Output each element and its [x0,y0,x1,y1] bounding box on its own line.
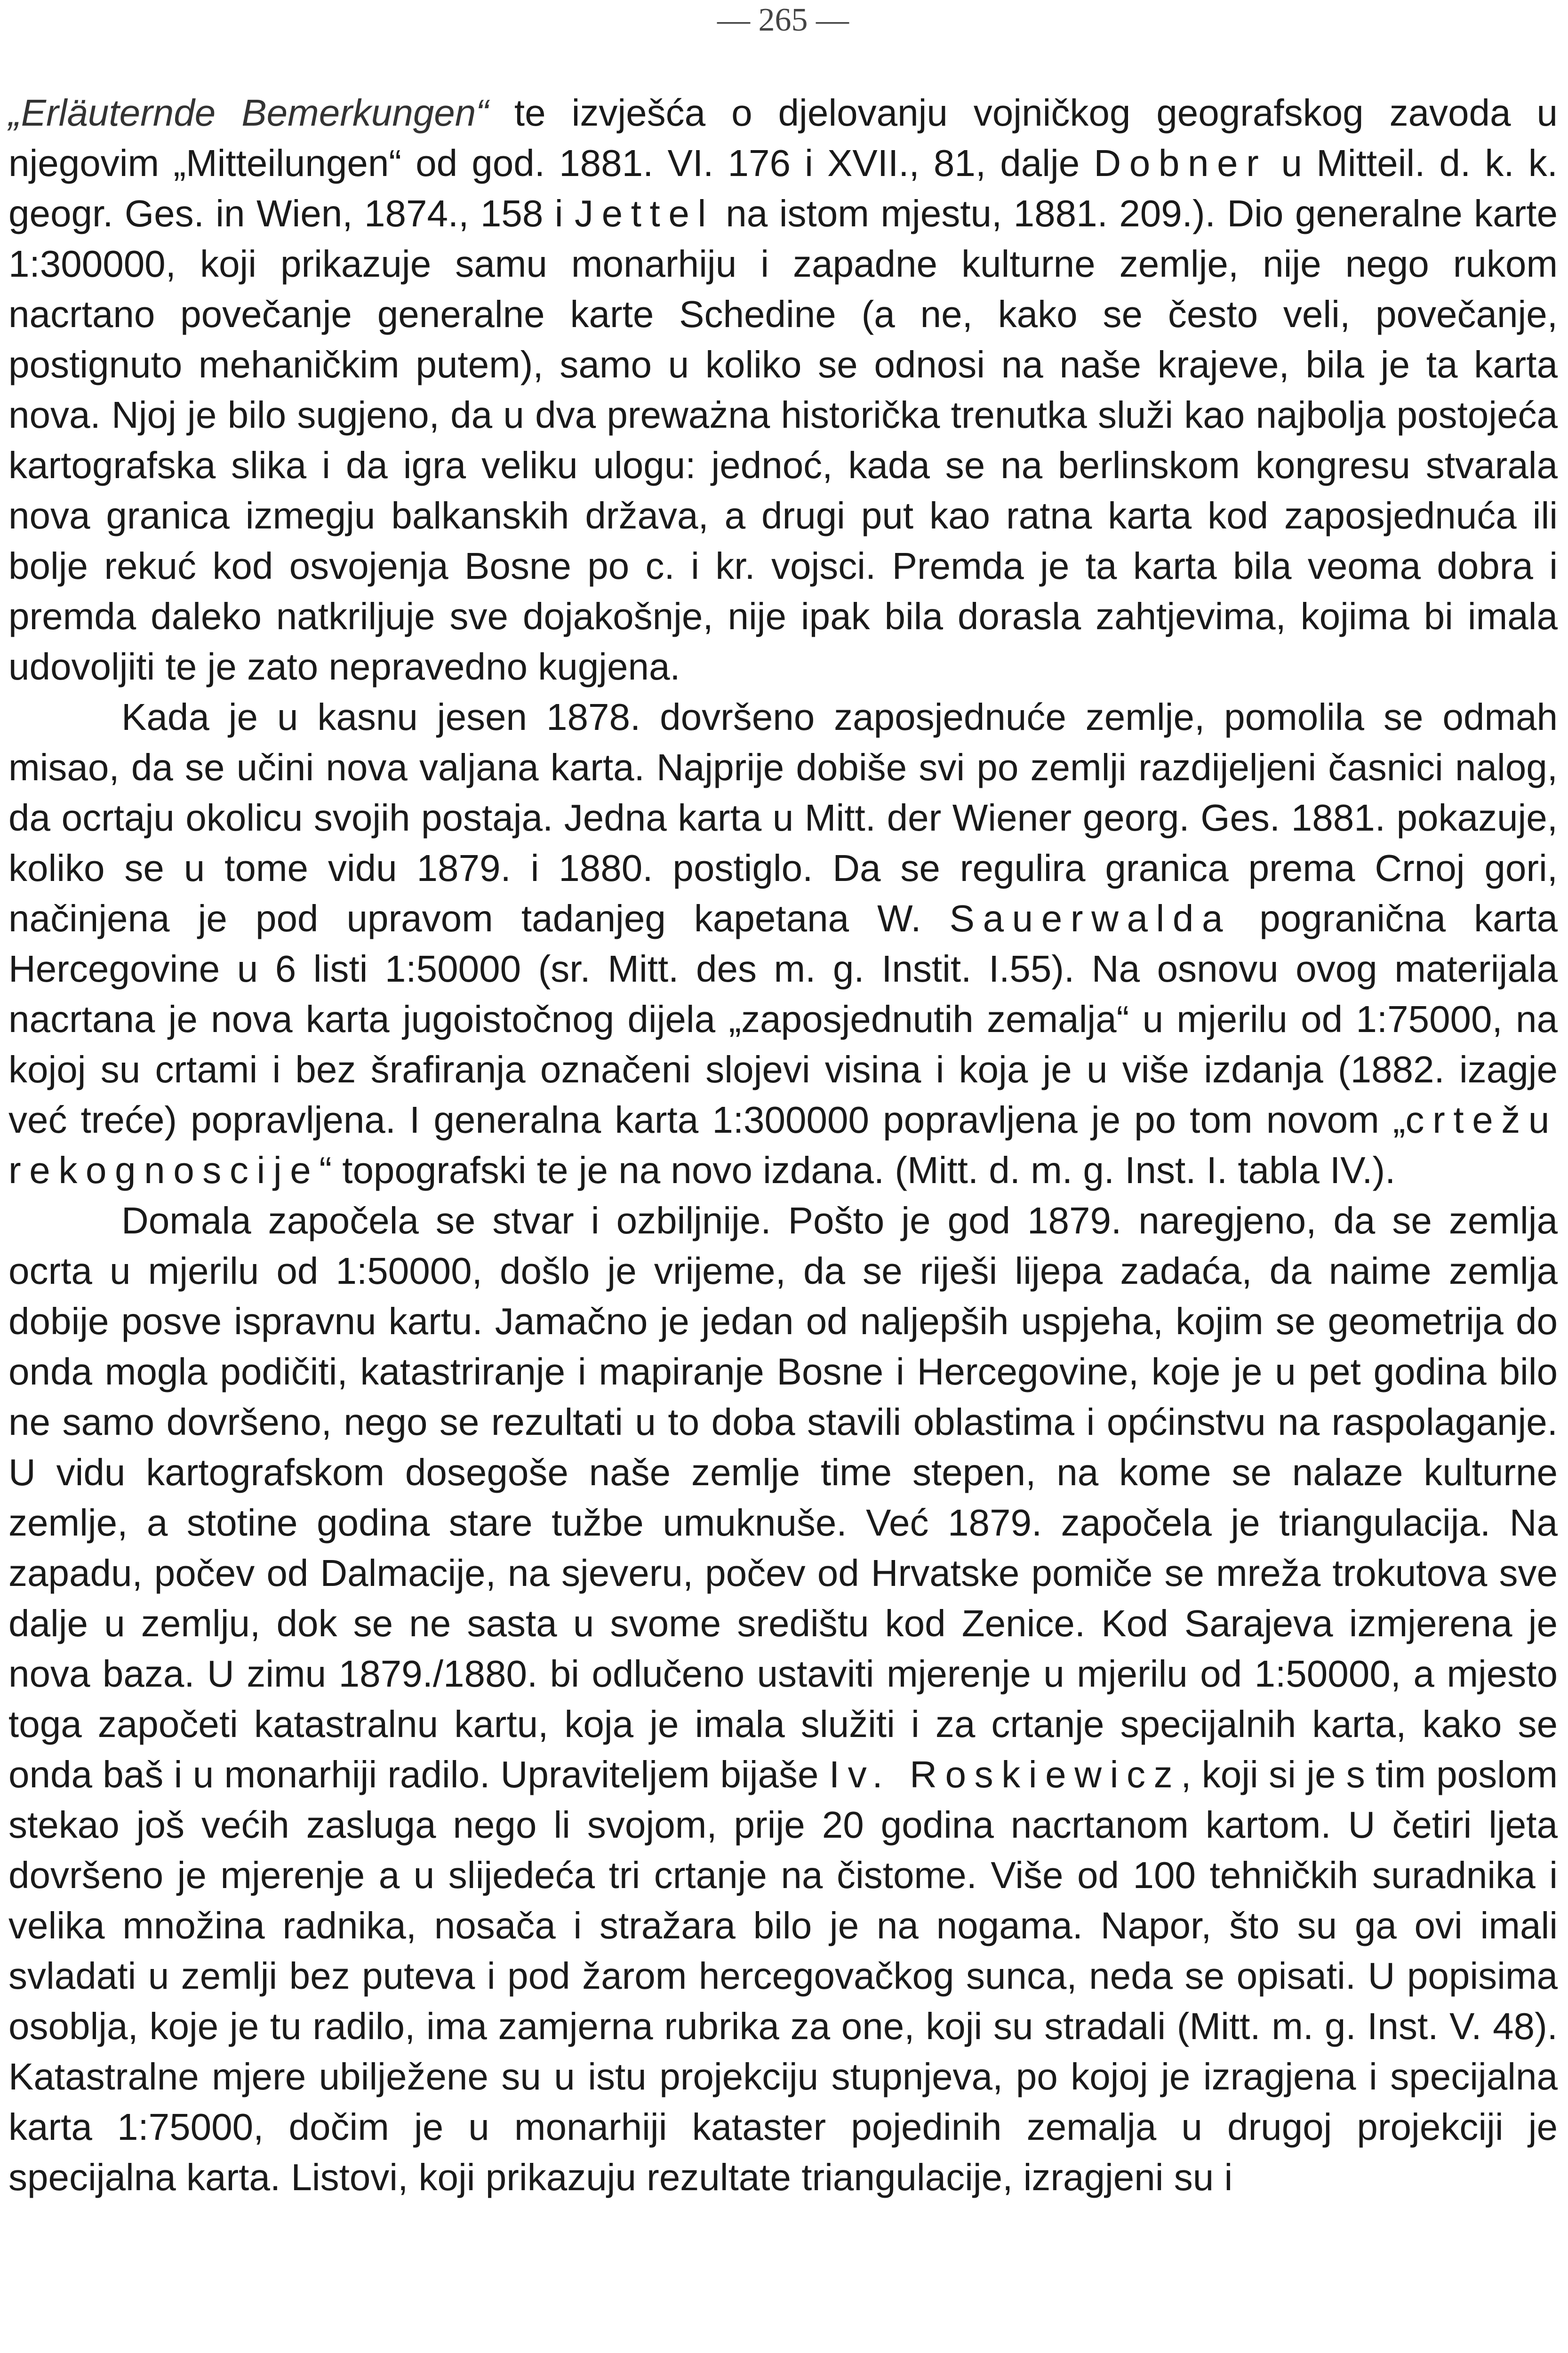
text-run: Kada je u kasnu jesen 1878. dovršeno zaposjednuće zemlje, pomolila se odmah misao, da se učini nova valjana karta. Najprije dobiše svi po zemlji razdijeljeni časnici nalog, da ocrtaju okolicu svojih postaja. Jedna karta u Mitt. der Wiener georg. Ges. 1881. pokazuje, koliko se u tome vidu 1879. i 1880. postiglo. Da se regulira granica prema Crnoj gori, načinjena je pod upravom tadanjeg kapetana W. [8,696,1558,939]
paragraph [8,1195,1558,2202]
text-run: Domala započela se stvar i ozbiljnije. Pošto je god 1879. naregjeno, da se zemlja ocrta u mjerilu od 1:50000, došlo je vrijeme, da se riješi lijepa zadaća, da naime zemlja dobije posve ispravnu kartu. Jamačno je jedan od naljepših uspjeha, kojim se geometrija do onda mogla podičiti, katastriranje i mapiranje Bosne i Hercegovine, koje je u pet godina bilo ne samo dovršeno, nego se rezultati u to doba stavili oblastima i općinstvu na raspolaganje. U vidu kartografskom dosegoše naše zemlje time stepen, na kome se nalaze kulturne zemlje, a stotine godina stare tužbe umuknuše. Već 1879. započela je triangulacija. Na zapadu, počev od Dalmacije, na sjeveru, počev od Hrvatske pomiče se mreža trokutova sve dalje u zemlju, dok se ne sasta u svome središtu kod Zenice. Kod Sarajeva izmjerena je nova baza. U zimu 1879./1880. bi odlučeno ustaviti mjerenje u mjerilu od 1:50000, a mjesto toga započeti katastralnu kartu, koja je imala služiti i za crtanje specijalnih karta, kako se onda baš i u monarhiji radilo. Upraviteljem bijaše [8,1200,1558,1795]
text-run: na istom mjestu, 1881. 209.). Dio generalne karte 1:300000, koji prikazuje samu monarhiju i zapadne kulturne zemlje, nije nego rukom nacrtano povečanje generalne karte Schedine (a ne, kako se često veli, povečanje, postignuto mehaničkim putem), samo u koliko se odnosi na naše krajeve, bila je ta karta nova. Njoj je bilo sugjeno, da u dva preważna historička trenutka služi kao najbolja postojeća kartografska slika i da igra veliku ulogu: jednoć, kada se na berlinskom kongresu stvarala nova granica izmegju balkanskih država, a drugi put kao ratna karta kod zaposjednuća ili bolje rekuć kod osvojenja Bosne po c. i kr. vojsci. Premda je ta karta bila veoma dobra i premda daleko natkriljuje sve dojakošnje, nije ipak bila dorasla zahtjevima, kojima bi imala udovoljiti te je zato nepravedno kugjena. [8,192,1558,688]
paragraph [8,88,1558,692]
document-page [8,0,1558,2353]
text-run: te izvješća o djelovanju vojničkog geografskog zavoda u njegovim „Mitteilungen“ od god. 1881. VI. 176 i XVII., 81, dalje [8,92,1558,184]
spaced-name: Jettel [575,192,714,234]
text-run: “ topografski te je na novo izdana. (Mitt. d. m. g. Inst. I. tabla IV.). [319,1149,1396,1191]
paragraph [8,692,1558,1195]
text-run: pogranična karta Hercegovine u 6 listi 1:50000 (sr. Mitt. des m. g. Instit. I.55). Na osnovu ovog materijala nacrtana je nova karta jugoistočnog dijela „zaposjednutih zemalja“ u mjerilu od 1:75000, na kojoj su crtami i bez šrafiranja označeni slojevi visina i koja je u više izdanja (1882. izagje već treće) popravljena. I generalna karta 1:300000 popravljena je po tom novom „ [8,897,1558,1141]
spaced-name: Dobner [1094,142,1267,184]
spaced-name: Sauerwalda [949,897,1232,939]
italic-title: „Erläuternde Bemerkungen“ [8,92,488,134]
page-number: — 265 — [717,2,849,38]
body-text [8,88,1558,2202]
text-run: u Mitteil. d. k. k. geogr. Ges. in Wien, 1874., 158 i [8,142,1558,234]
spaced-name: crtežu rekognoscije [8,1099,1558,1191]
text-run: , koji si je s tim poslom stekao još većih zasluga nego li svojom, prije 20 godina nacrtanom kartom. U četiri ljeta dovršeno je mjerenje a u slijedeća tri crtanje na čistome. Više od 100 tehničkih suradnika i velika množina radnika, nosača i stražara bilo je na nogama. Napor, što su ga ovi imali svladati u zemlji bez puteva i pod žarom hercegovačkog sunca, neda se opisati. U popisima osoblja, koje je tu radilo, ima zamjerna rubrika za one, koji su stradali (Mitt. m. g. Inst. V. 48). Katastralne mjere ubilježene su u istu projekciju stupnjeva, po kojoj je izragjena i specijalna karta 1:75000, dočim je u monarhiji kataster pojedinih zemalja u drugoj projekciji je specijalna karta. Listovi, koji prikazuju rezultate triangulacije, izragjeni su i [8,1753,1558,2198]
spaced-name: Iv. Roskiewicz [829,1753,1181,1795]
